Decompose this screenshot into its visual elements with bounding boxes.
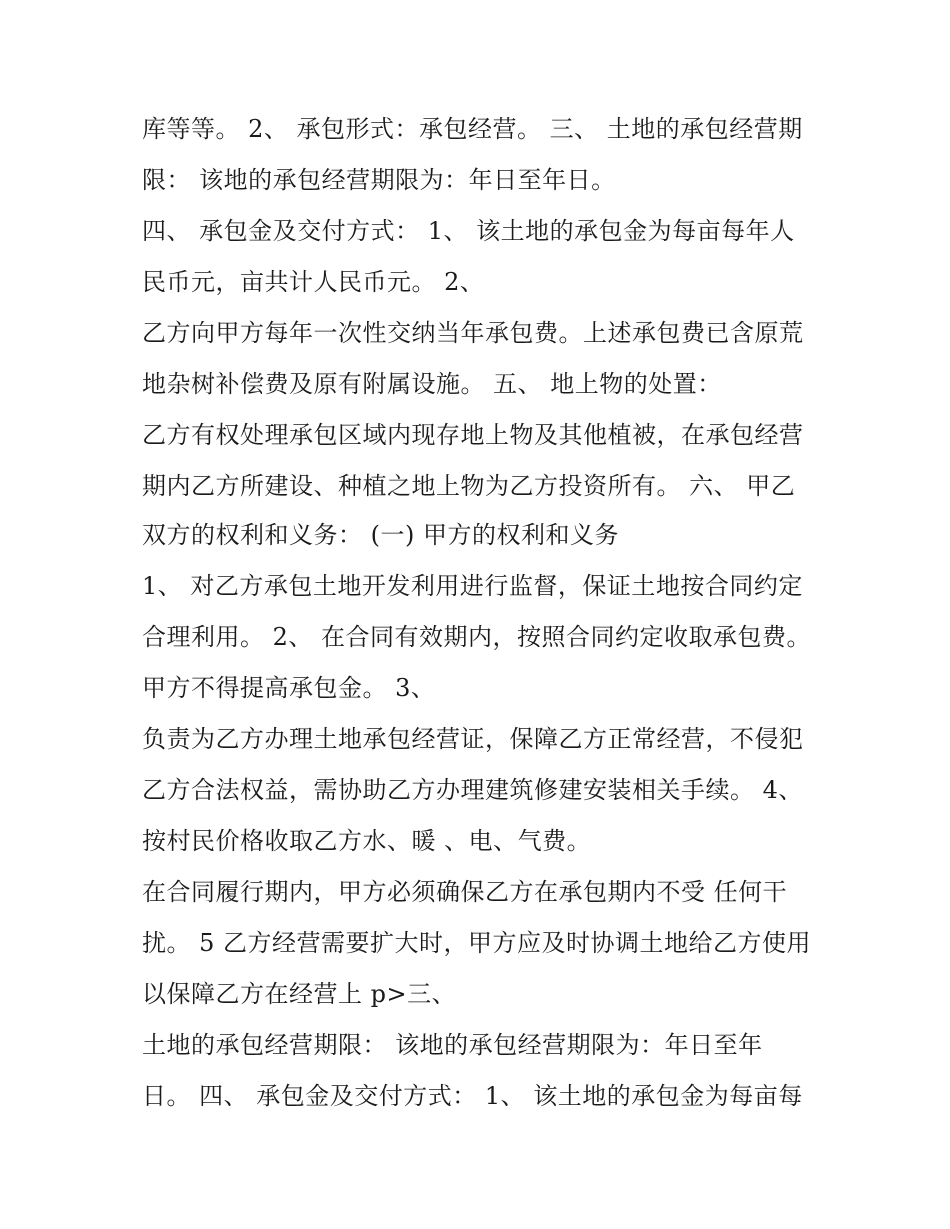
text-line: 负责为乙方办理土地承包经营证，保障乙方正常经营，不侵犯	[142, 725, 804, 753]
text-line: 以保障乙方在经营上 p>三、	[142, 980, 457, 1008]
text-line: 日。 四、 承包金及交付方式： 1、 该土地的承包金为每亩每	[142, 1082, 803, 1110]
text-line: 库等等。 2、 承包形式：承包经营。 三、 土地的承包经营期	[142, 115, 803, 143]
text-line: 地杂树补偿费及原有附属设施。 五、 地上物的处置：	[142, 370, 722, 398]
text-line: 四、 承包金及交付方式： 1、 该土地的承包金为每亩每年人	[142, 217, 795, 245]
text-line: 乙方合法权益，需协助乙方办理建筑修建安装相关手续。 4、	[142, 776, 803, 804]
text-line: 乙方向甲方每年一次性交纳当年承包费。上述承包费已含原荒	[142, 319, 804, 347]
text-line: 民币元，亩共计人民币元。 2、	[142, 268, 485, 296]
text-line: 双方的权利和义务： (一) 甲方的权利和义务	[142, 521, 619, 549]
text-line: 1、 对乙方承包土地开发利用进行监督，保证土地按合同约定	[142, 572, 803, 600]
text-line: 合理利用。 2、 在合同有效期内，按照合同约定收取承包费。	[142, 623, 812, 651]
text-line: 期内乙方所建设、种植之地上物为乙方投资所有。 六、 甲乙	[142, 472, 796, 500]
text-line: 限： 该地的承包经营期限为：年日至年日。	[142, 166, 616, 194]
text-line: 甲方不得提高承包金。 3、	[142, 674, 436, 702]
text-line: 乙方有权处理承包区域内现存地上物及其他植被，在承包经营	[142, 421, 804, 449]
text-line: 土地的承包经营期限： 该地的承包经营期限为：年日至年	[142, 1031, 763, 1059]
text-line: 扰。 5 乙方经营需要扩大时，甲方应及时协调土地给乙方使用	[142, 929, 812, 957]
text-line: 在合同履行期内，甲方必须确保乙方在承包期内不受 任何干	[142, 878, 788, 906]
text-line: 按村民价格收取乙方水、暖 、电、气费。	[142, 827, 592, 855]
